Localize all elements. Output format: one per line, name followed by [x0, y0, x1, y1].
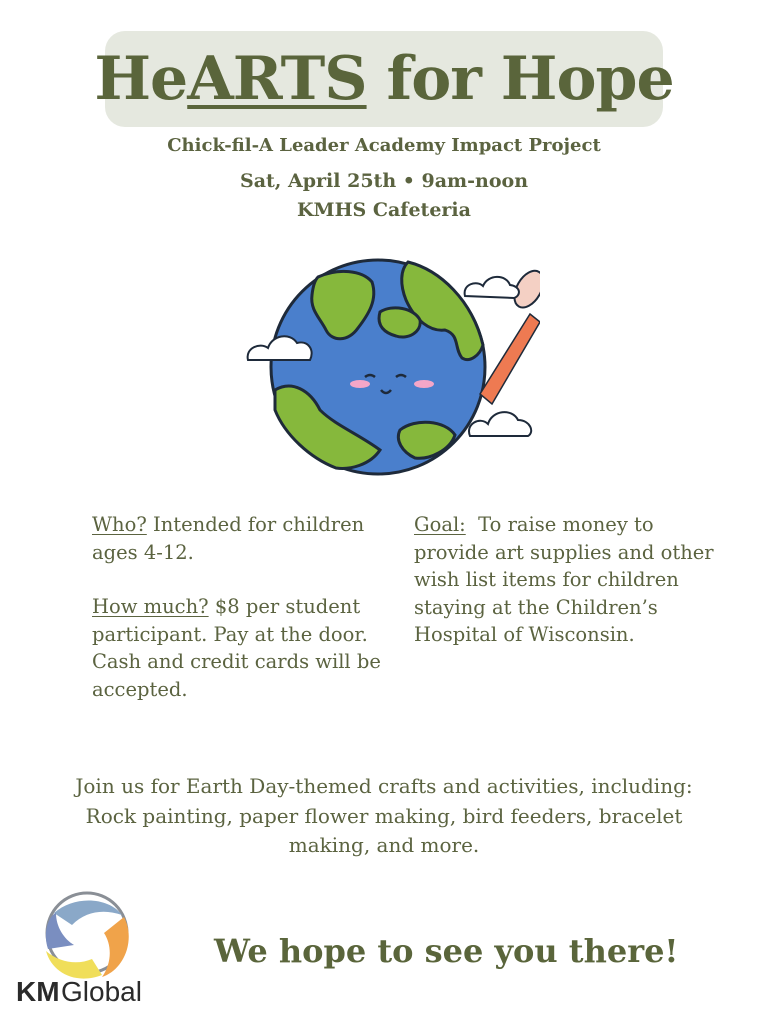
title-banner — [94, 31, 674, 127]
logo-text-global: Global — [61, 976, 142, 1007]
page-title — [94, 44, 673, 114]
goal-text: To raise money to provide art supplies and other wish list items for children staying at the Children’s Hospital of Wisconsin. — [414, 513, 720, 646]
closing-message: We hope to see you there! — [214, 932, 679, 970]
project-subtitle: Chick-fil-A Leader Academy Impact Project — [167, 135, 601, 156]
logo-text-km: KM — [16, 976, 60, 1007]
title-part-for-hope: for Hope — [366, 44, 674, 114]
info-left-column — [92, 511, 392, 703]
kmglobal-emblem-icon — [46, 893, 129, 979]
title-part-arts: ARTS — [187, 44, 367, 114]
who-text: Intended for children ages 4-12. — [92, 513, 365, 564]
how-much-label: How much? — [92, 595, 209, 618]
event-location: KMHS Cafeteria — [297, 199, 471, 221]
earth-illustration — [240, 240, 540, 500]
event-date-time: Sat, April 25th • 9am-noon — [239, 170, 529, 192]
activities-description: Join us for Earth Day-themed crafts and activities, including: Rock painting, paper flower making, bird feeders, bracelet making, and more. — [75, 774, 693, 857]
goal-paragraph — [414, 511, 734, 649]
who-paragraph — [92, 511, 392, 566]
info-right-column — [414, 511, 734, 649]
kmglobal-logo — [14, 885, 164, 1010]
how-much-text: $8 per student participant. Pay at the door. Cash and credit cards will be accepted. — [92, 595, 381, 701]
how-much-paragraph — [92, 593, 392, 703]
goal-label: Goal: — [414, 513, 466, 536]
who-label: Who? — [92, 513, 147, 536]
title-part-he: He — [94, 44, 188, 114]
